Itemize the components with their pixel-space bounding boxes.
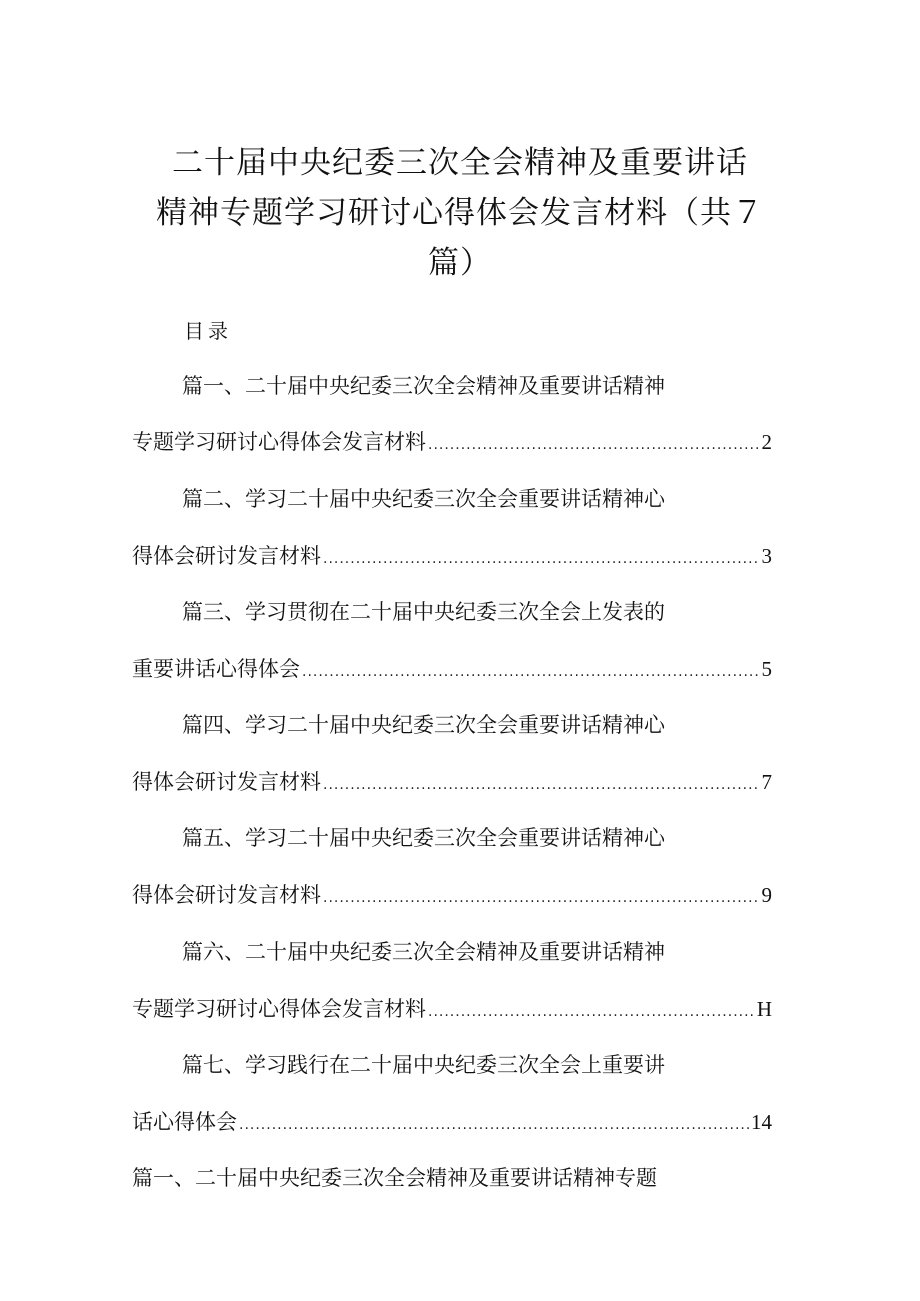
toc-entry-text: 得体会研讨发言材料 [132, 544, 321, 568]
toc-entry-5-line-2[interactable] [132, 879, 772, 914]
toc-leader-dots [323, 543, 760, 575]
toc-entry-4-line-1[interactable]: 篇四、学习二十届中央纪委三次全会重要讲话精神心 [182, 713, 665, 737]
toc-entry-7-line-1[interactable]: 篇七、学习践行在二十届中央纪委三次全会上重要讲 [182, 1053, 665, 1077]
toc-entry-text: 专题学习研讨心得体会发言材料 [132, 997, 426, 1021]
toc-leader-dots [428, 429, 760, 461]
toc-page-number: 7 [761, 770, 772, 794]
title-line-3: 篇） [428, 245, 492, 281]
toc-leader-dots [239, 1109, 749, 1141]
toc-entry-5-line-1[interactable]: 篇五、学习二十届中央纪委三次全会重要讲话精神心 [182, 826, 665, 850]
toc-page-number: 5 [761, 657, 772, 681]
toc-entry-6-line-1[interactable]: 篇六、二十届中央纪委三次全会精神及重要讲话精神 [182, 940, 665, 964]
toc-entry-3-line-1[interactable]: 篇三、学习贯彻在二十届中央纪委三次全会上发表的 [182, 600, 665, 624]
toc-entry-1-line-2[interactable] [132, 426, 772, 461]
toc-entry-4-line-2[interactable] [132, 766, 772, 801]
toc-entry-text: 得体会研讨发言材料 [132, 770, 321, 794]
toc-page-number: H [756, 997, 772, 1021]
toc-entry-3-line-2[interactable] [132, 653, 772, 688]
toc-leader-dots [302, 656, 760, 688]
title-line-1: 二十届中央纪委三次全会精神及重要讲话 [172, 145, 748, 181]
toc-entry-2-line-1[interactable]: 篇二、学习二十届中央纪委三次全会重要讲话精神心 [182, 487, 665, 511]
toc-page-number: 9 [761, 883, 772, 907]
toc-page-number: 14 [751, 1110, 772, 1134]
toc-leader-dots [428, 996, 755, 1028]
toc-entry-2-line-2[interactable] [132, 540, 772, 575]
document-title [150, 138, 770, 288]
toc-entry-text: 得体会研讨发言材料 [132, 883, 321, 907]
toc-entry-1-line-1[interactable]: 篇一、二十届中央纪委三次全会精神及重要讲话精神 [182, 374, 665, 398]
toc-page-number: 2 [761, 430, 772, 454]
title-line-2: 精神专题学习研讨心得体会发言材料（共７ [156, 195, 764, 231]
toc-leader-dots [323, 769, 760, 801]
toc-heading: 目录 [184, 319, 232, 343]
toc-entry-text: 重要讲话心得体会 [132, 657, 300, 681]
toc-entry-7-line-2[interactable] [132, 1106, 772, 1141]
toc-page-number: 3 [761, 544, 772, 568]
toc-leader-dots [323, 882, 760, 914]
toc-entry-text: 话心得体会 [132, 1110, 237, 1134]
toc-entry-6-line-2[interactable] [132, 993, 772, 1028]
section-heading: 篇一、二十届中央纪委三次全会精神及重要讲话精神专题 [132, 1166, 657, 1190]
toc-entry-text: 专题学习研讨心得体会发言材料 [132, 430, 426, 454]
